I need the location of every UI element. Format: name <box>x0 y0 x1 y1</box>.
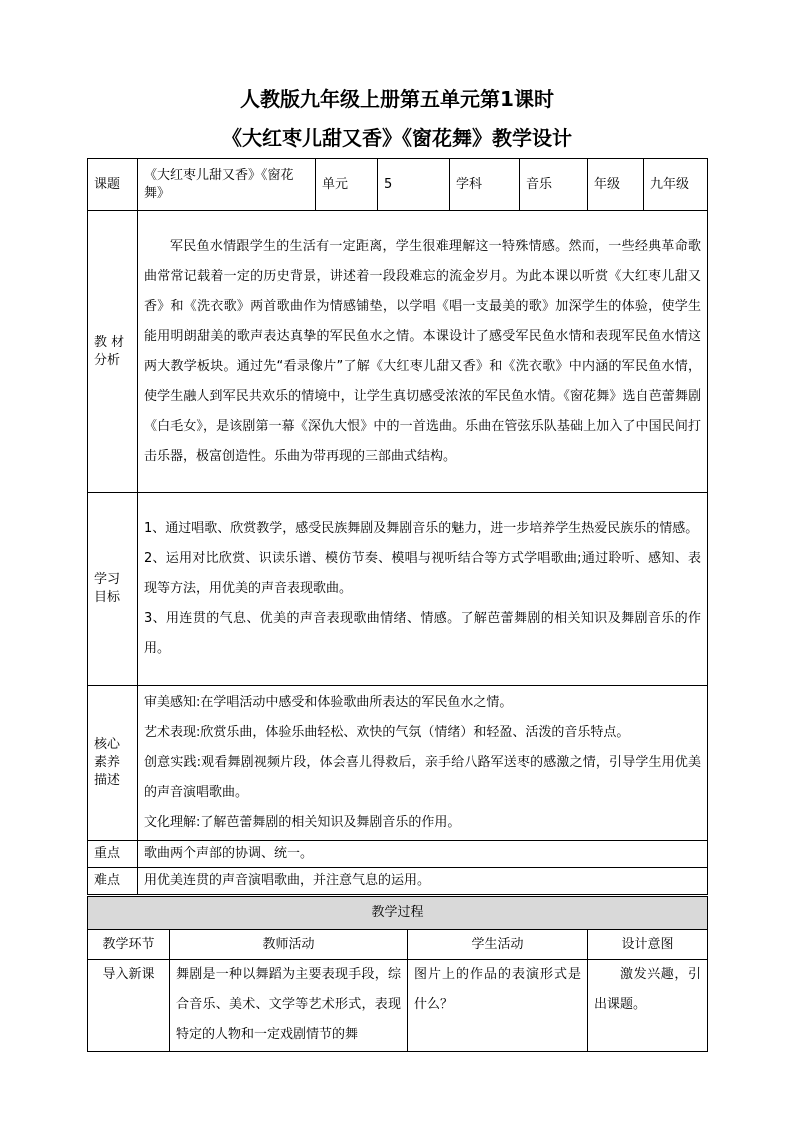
process-stage: 导入新课 <box>88 960 170 1052</box>
literacy-item: 艺术表现:欣赏乐曲，体验乐曲轻松、欢快的气氛（情绪）和轻盈、活泼的音乐特点。 <box>144 725 630 740</box>
objectives-label: 学习目标 <box>88 493 138 686</box>
objective-item: 2、运用对比欣赏、识读乐谱、模仿节奏、模唱与视听结合等方式学唱歌曲;通过聆听、感知、表现等方法，用优美的声音表现歌曲。 <box>144 551 701 596</box>
document-subtitle: 《大红枣儿甜又香》《窗花舞》教学设计 <box>222 126 572 150</box>
literacy-cell <box>138 686 708 841</box>
difficulty-label: 难点 <box>88 868 138 895</box>
literacy-item: 审美感知:在学唱活动中感受和体验歌曲所表达的军民鱼水之情。 <box>144 695 513 710</box>
objective-item: 3、用连贯的气息、优美的声音表现歌曲情绪、情感。了解芭蕾舞剧的相关知识及舞剧音乐的作用。 <box>144 611 701 656</box>
process-design-intent: 激发兴趣，引出课题。 <box>588 960 708 1052</box>
column-header-student: 学生活动 <box>408 930 588 960</box>
topic-label: 课题 <box>88 159 138 211</box>
unit-label: 单元 <box>316 159 378 211</box>
subject-label: 学科 <box>450 159 520 211</box>
key-point-text: 歌曲两个声部的协调、统一。 <box>138 841 708 868</box>
topic-value: 《大红枣儿甜又香》《窗花舞》 <box>138 159 316 211</box>
column-header-stage: 教学环节 <box>88 930 170 960</box>
literacy-item: 创意实践:观看舞剧视频片段，体会喜儿得救后，亲手给八路军送枣的感激之情，引导学生用优美的声音演唱歌曲。 <box>144 755 701 800</box>
process-teacher-activity: 舞剧是一种以舞蹈为主要表现手段，综合音乐、美术、文学等艺术形式，表现特定的人物和一定戏剧情节的舞 <box>170 960 408 1052</box>
literacy-item: 文化理解:了解芭蕾舞剧的相关知识及舞剧音乐的作用。 <box>144 815 461 830</box>
grade-label: 年级 <box>588 159 644 211</box>
analysis-label: 教 材 分析 <box>88 211 138 493</box>
process-student-activity: 图片上的作品的表演形式是什么？ <box>408 960 588 1052</box>
process-header: 教学过程 <box>88 897 708 930</box>
column-header-intent: 设计意图 <box>588 930 708 960</box>
objectives-cell <box>138 493 708 686</box>
analysis-text: 军民鱼水情跟学生的生活有一定距离，学生很难理解这一特殊情感。然而，一些经典革命歌曲常常记载着一定的历史背景，讲述着一段段难忘的流金岁月。为此本课以听赏《大红枣儿甜又香》和《洗衣歌》两首歌曲作为情感铺垫，以学唱《唱一支最美的歌》加深学生的体验，使学生能用明朗甜美的歌声表达真挚的军民鱼水之情。本课设计了感受军民鱼水情和表现军民鱼水情这两大教学板块。通过先“看录像片”了解《大红枣儿甜又香》和《洗衣歌》中内涵的军民鱼水情，使学生融人到军民共欢乐的情境中，让学生真切感受浓浓的军民鱼水情。《窗花舞》选自芭蕾舞剧《白毛女》，是该剧第一幕《深仇大恨》中的一首选曲。乐曲在管弦乐队基础上加入了中国民间打击乐器，极富创造性。乐曲为带再现的三部曲式结构。 <box>138 211 708 493</box>
document-title: 人教版九年级上册第五单元第1课时 <box>240 87 554 111</box>
unit-value: 5 <box>378 159 450 211</box>
column-header-teacher: 教师活动 <box>170 930 408 960</box>
lesson-info-table <box>87 158 708 895</box>
grade-value: 九年级 <box>644 159 708 211</box>
teaching-process-table <box>87 896 708 1052</box>
key-point-label: 重点 <box>88 841 138 868</box>
objective-item: 1、通过唱歌、欣赏教学，感受民族舞剧及舞剧音乐的魅力，进一步培养学生热爱民族乐的情感。 <box>144 521 699 536</box>
literacy-label: 核心素养描述 <box>88 686 138 841</box>
subject-value: 音乐 <box>520 159 588 211</box>
difficulty-text: 用优美连贯的声音演唱歌曲，并注意气息的运用。 <box>138 868 708 895</box>
